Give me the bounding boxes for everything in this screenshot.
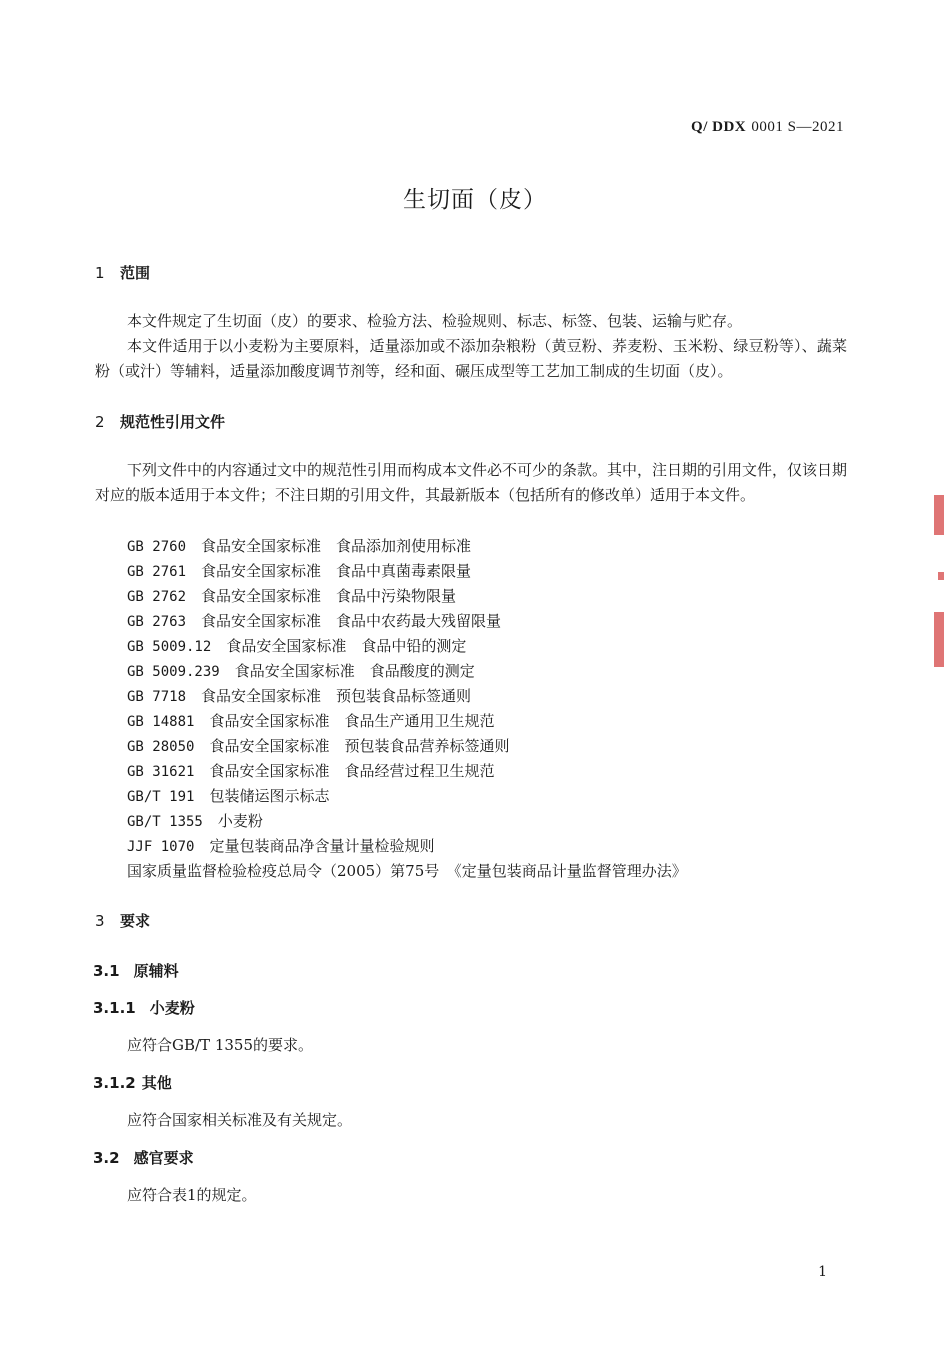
document-code bbox=[691, 117, 844, 136]
reference-item bbox=[127, 610, 501, 631]
scope-paragraph-1: 本文件规定了生切面（皮）的要求、检验方法、检验规则、标志、标签、包装、运输与贮存。 bbox=[127, 312, 743, 330]
section-number: 2 bbox=[95, 413, 105, 431]
reference-code: GB 2763 bbox=[127, 614, 187, 630]
subsection-number: 3.1.1 bbox=[93, 999, 136, 1017]
seal-fragment bbox=[938, 572, 944, 580]
reference-item bbox=[127, 685, 471, 706]
subsection-3-1-2-heading bbox=[93, 1072, 172, 1093]
wheat-flour-requirement: 应符合GB/T 1355的要求。 bbox=[127, 1036, 314, 1054]
scope-paragraph-2: 本文件适用于以小麦粉为主要原料，适量添加或不添加杂粮粉（黄豆粉、荞麦粉、玉米粉、绿豆粉等）、蔬菜粉（或汁）等辅料，适量添加酸度调节剂等，经和面、碾压成型等工艺加工制成的生切面（皮）。 bbox=[95, 337, 847, 380]
reference-code: GB/T 191 bbox=[127, 789, 195, 805]
section-1-heading bbox=[95, 262, 150, 283]
reference-item bbox=[127, 635, 466, 656]
reference-item bbox=[127, 860, 687, 881]
reference-title: 食品安全国家标准 食品添加剂使用标准 bbox=[201, 537, 472, 555]
subsection-3-2-heading bbox=[93, 1147, 194, 1168]
sensory-requirement: 应符合表1的规定。 bbox=[127, 1186, 257, 1204]
section-number: 1 bbox=[95, 264, 105, 282]
section-number: 3 bbox=[95, 912, 105, 930]
reference-title: 定量包装商品净含量计量检验规则 bbox=[209, 837, 435, 855]
code-number: 0001 S—2021 bbox=[751, 119, 844, 135]
subsection-title: 小麦粉 bbox=[149, 999, 195, 1017]
subsection-title: 原辅料 bbox=[133, 962, 179, 980]
reference-code: JJF 1070 bbox=[127, 839, 195, 855]
subsection-number: 3.1 bbox=[93, 962, 120, 980]
reference-item bbox=[127, 585, 456, 606]
reference-code: GB 7718 bbox=[127, 689, 187, 705]
reference-code: GB 2762 bbox=[127, 589, 187, 605]
seal-fragment bbox=[934, 495, 944, 535]
reference-title: 小麦粉 bbox=[217, 812, 263, 830]
reference-title: 包装储运图示标志 bbox=[209, 787, 330, 805]
reference-item bbox=[127, 560, 471, 581]
references-intro: 下列文件中的内容通过文中的规范性引用而构成本文件必不可少的条款。其中，注日期的引用文件，仅该日期对应的版本适用于本文件；不注日期的引用文件，其最新版本（包括所有的修改单）适用于本文件。 bbox=[95, 461, 848, 504]
reference-title: 食品安全国家标准 食品酸度的测定 bbox=[234, 662, 475, 680]
subsection-number: 3.2 bbox=[93, 1149, 120, 1167]
reference-title: 食品安全国家标准 食品中污染物限量 bbox=[201, 587, 457, 605]
reference-title: 食品安全国家标准 预包装食品营养标签通则 bbox=[209, 737, 510, 755]
reference-title: 国家质量监督检验检疫总局令（2005）第75号 《定量包装商品计量监督管理办法》 bbox=[127, 862, 687, 880]
reference-title: 食品安全国家标准 食品经营过程卫生规范 bbox=[209, 762, 495, 780]
subsection-3-1-heading bbox=[93, 960, 179, 981]
reference-code: GB 2761 bbox=[127, 564, 187, 580]
document-title: 生切面（皮） bbox=[403, 187, 547, 213]
section-title: 范围 bbox=[120, 264, 151, 282]
code-prefix: Q/ DDX bbox=[691, 119, 747, 135]
subsection-title: 感官要求 bbox=[133, 1149, 194, 1167]
section-title: 要求 bbox=[120, 912, 151, 930]
subsection-title: 其他 bbox=[141, 1074, 172, 1092]
reference-item bbox=[127, 535, 471, 556]
reference-item bbox=[127, 835, 434, 856]
reference-code: GB 28050 bbox=[127, 739, 195, 755]
reference-item bbox=[127, 660, 475, 681]
reference-code: GB 5009.239 bbox=[127, 664, 220, 680]
other-requirement: 应符合国家相关标准及有关规定。 bbox=[127, 1111, 353, 1129]
reference-code: GB 14881 bbox=[127, 714, 195, 730]
reference-title: 食品安全国家标准 食品中真菌毒素限量 bbox=[201, 562, 472, 580]
reference-title: 食品安全国家标准 食品中铅的测定 bbox=[226, 637, 467, 655]
seal-fragment bbox=[934, 612, 944, 667]
reference-title: 食品安全国家标准 食品生产通用卫生规范 bbox=[209, 712, 495, 730]
reference-item bbox=[127, 810, 263, 831]
reference-item bbox=[127, 710, 494, 731]
subsection-number: 3.1.2 bbox=[93, 1074, 136, 1092]
section-2-heading bbox=[95, 411, 225, 432]
subsection-3-1-1-heading bbox=[93, 997, 195, 1018]
reference-title: 食品安全国家标准 预包装食品标签通则 bbox=[201, 687, 472, 705]
reference-item bbox=[127, 760, 494, 781]
section-title: 规范性引用文件 bbox=[120, 413, 226, 431]
page-number: 1 bbox=[818, 1264, 827, 1280]
reference-code: GB 2760 bbox=[127, 539, 187, 555]
reference-code: GB 31621 bbox=[127, 764, 195, 780]
reference-item bbox=[127, 785, 329, 806]
reference-code: GB/T 1355 bbox=[127, 814, 203, 830]
reference-code: GB 5009.12 bbox=[127, 639, 212, 655]
reference-title: 食品安全国家标准 食品中农药最大残留限量 bbox=[201, 612, 502, 630]
reference-item bbox=[127, 735, 509, 756]
section-3-heading bbox=[95, 910, 150, 931]
